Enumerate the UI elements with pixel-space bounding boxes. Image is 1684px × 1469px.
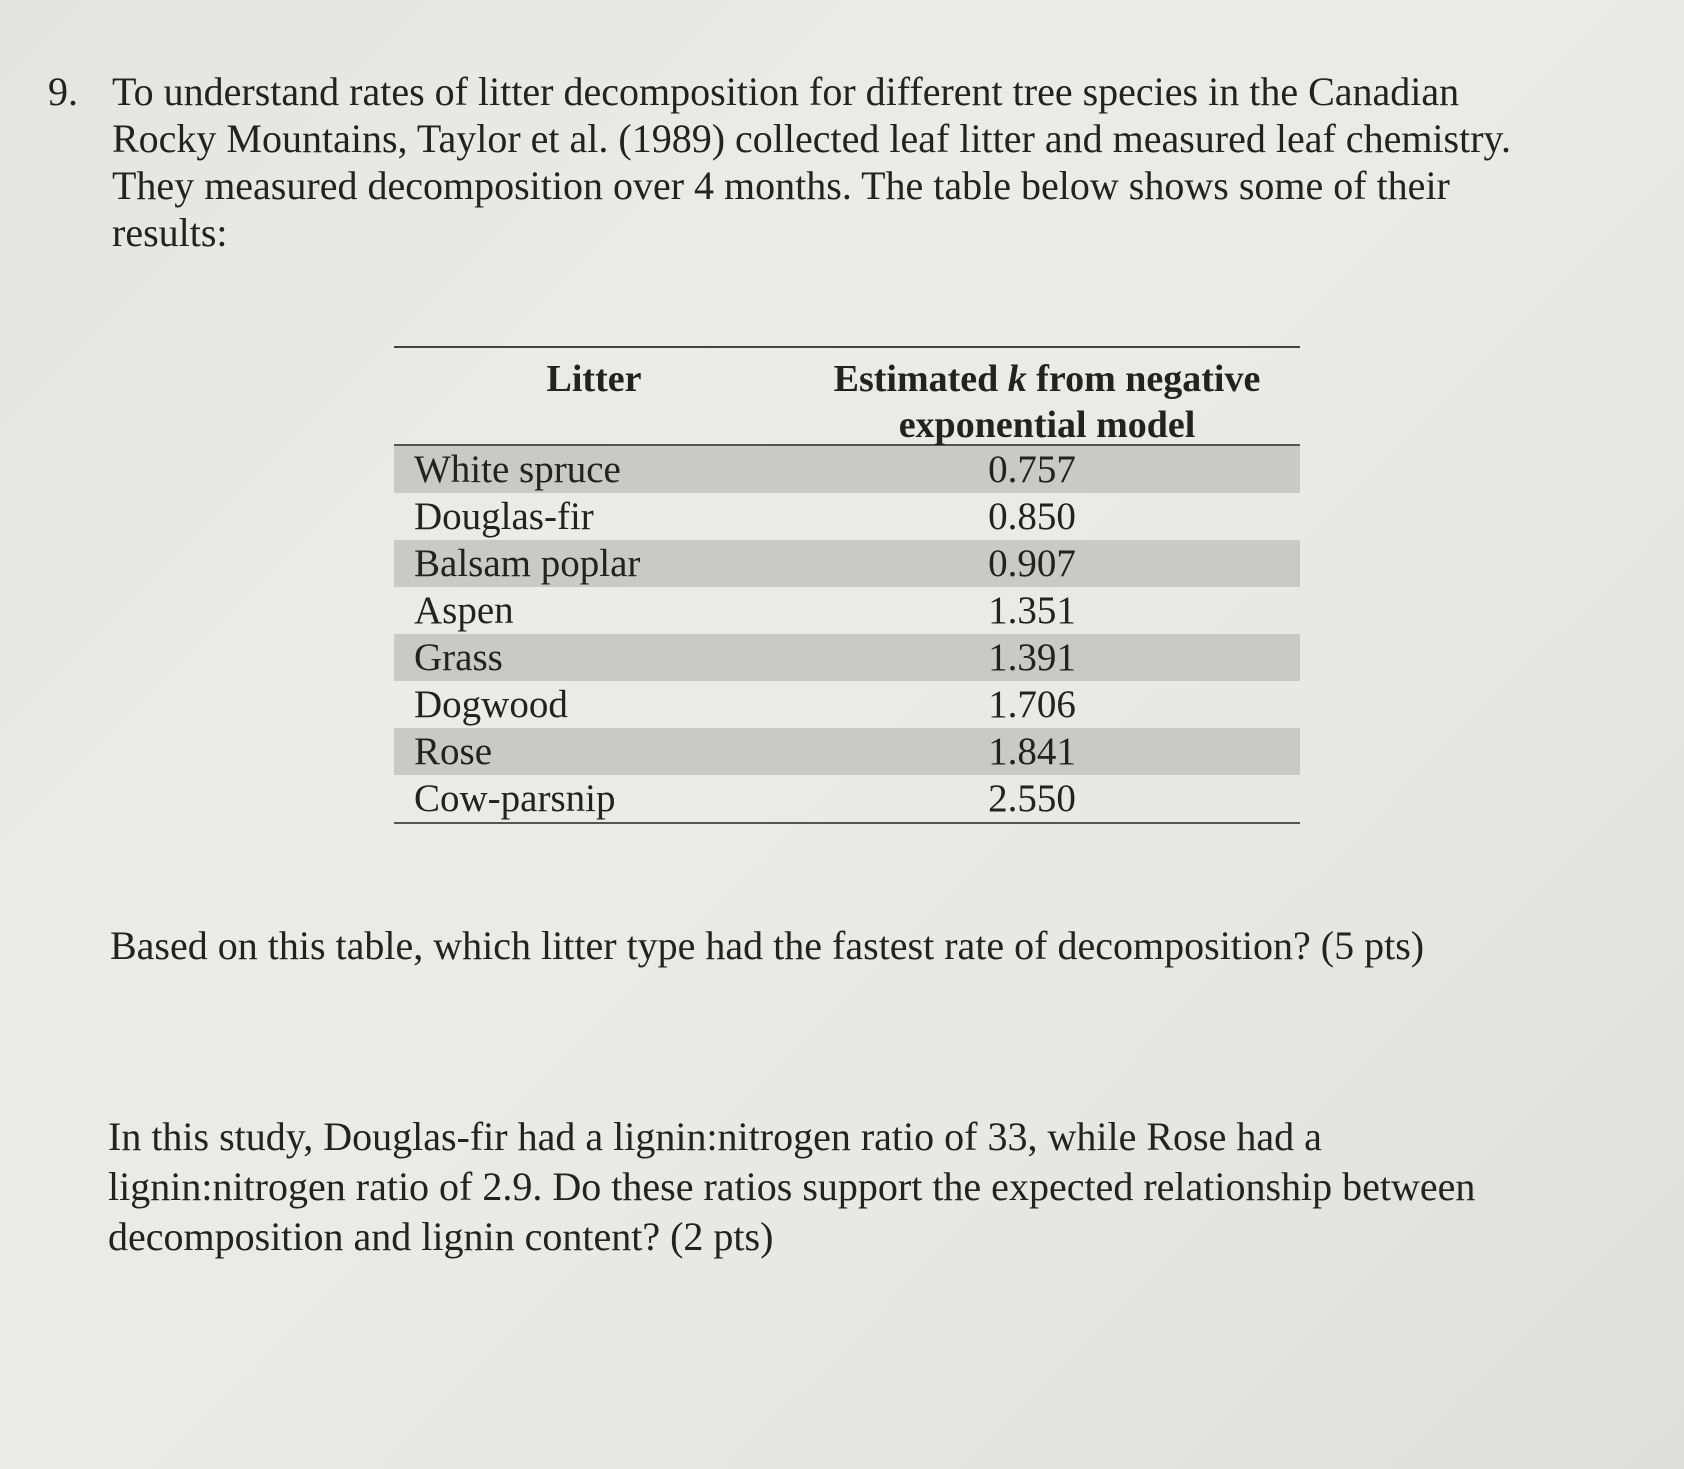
table-header [394,348,1300,444]
cell-k: 1.841 [988,730,1076,773]
intro-line: Rocky Mountains, Taylor et al. (1989) collected leaf litter and measured leaf chemistry. [112,116,1511,161]
intro-line: results: [112,210,228,255]
question-intro [112,68,1572,256]
sub-question-2 [108,1112,1588,1262]
q2-line: In this study, Douglas-fir had a lignin:nitrogen ratio of 33, while Rose had a [108,1114,1322,1159]
cell-litter: White spruce [414,448,621,491]
table-bottom-rule [394,822,1300,824]
table-row [394,446,1300,493]
q2-line: lignin:nitrogen ratio of 2.9. Do these ratios support the expected relationship between [108,1164,1476,1209]
cell-litter: Aspen [414,589,514,632]
cell-k: 0.850 [988,495,1076,538]
table-row [394,775,1300,822]
intro-line: They measured decomposition over 4 months. The table below shows some of their [112,163,1450,208]
header-litter: Litter [546,358,642,400]
cell-k: 0.907 [988,542,1076,585]
header-k-line1-pre: Estimated [833,358,1008,400]
cell-litter: Rose [414,730,492,773]
header-k-symbol: k [1007,358,1027,400]
cell-litter: Balsam poplar [414,542,641,585]
cell-k: 2.550 [988,777,1076,820]
cell-k: 1.706 [988,683,1076,726]
table-row [394,493,1300,540]
header-k [794,348,1300,444]
decomposition-table [394,346,1300,824]
cell-litter: Cow-parsnip [414,777,616,820]
intro-line: To understand rates of litter decomposition for different tree species in the Canadian [112,69,1460,114]
table-row [394,587,1300,634]
header-k-line1-post: from negative [1026,358,1261,400]
cell-litter: Dogwood [414,683,568,726]
table-row [394,681,1300,728]
table-row [394,728,1300,775]
q2-line: decomposition and lignin content? (2 pts) [108,1214,774,1259]
question-number: 9. [48,69,78,114]
cell-k: 1.391 [988,636,1076,679]
cell-litter: Grass [414,636,503,679]
table-row [394,634,1300,681]
cell-litter: Douglas-fir [414,495,594,538]
table-row [394,540,1300,587]
cell-k: 0.757 [988,448,1076,491]
cell-k: 1.351 [988,589,1076,632]
sub-question-1: Based on this table, which litter type had the fastest rate of decomposition? (5 pts) [110,923,1425,968]
header-k-line2: exponential model [898,404,1196,446]
